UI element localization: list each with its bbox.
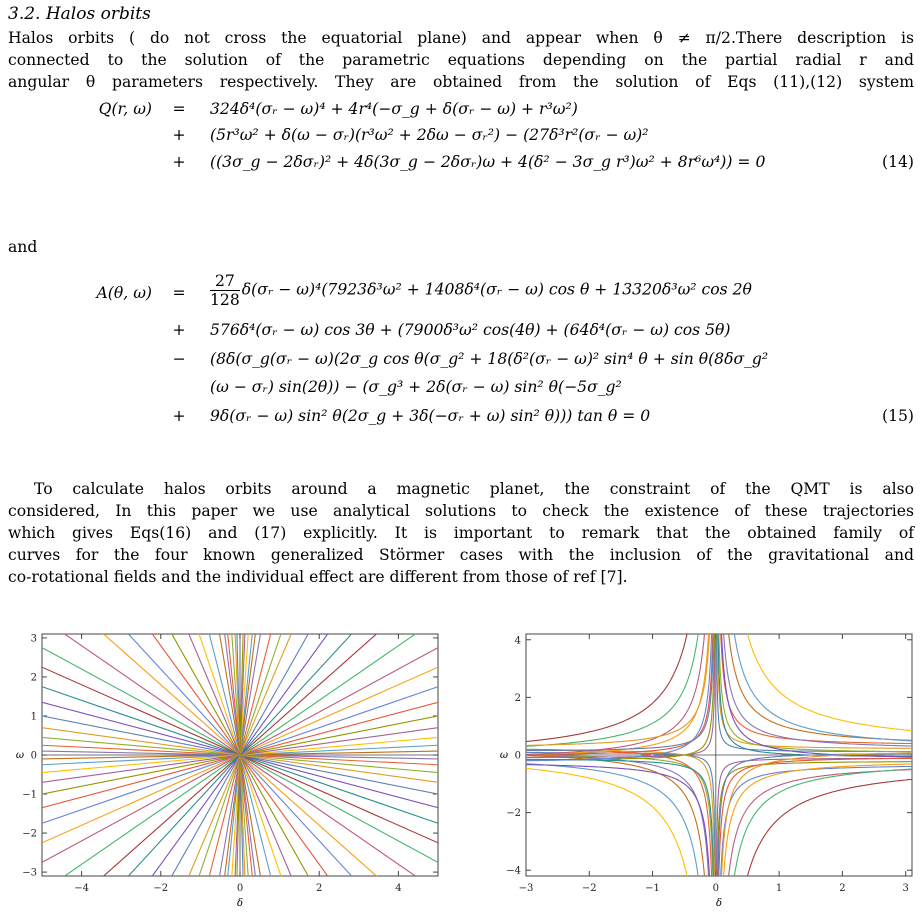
eq15-rhs: δ(σᵣ − ω)⁴(7923δ³ω² + 1408δ⁴(σᵣ − ω) cos θ + 13320δ³ω² cos 2θ bbox=[241, 280, 752, 299]
eq14-op: + bbox=[172, 126, 186, 144]
eq15-frac-num: 27 bbox=[210, 272, 240, 291]
x-tick-label: −3 bbox=[518, 883, 534, 894]
plot-right bbox=[482, 630, 918, 920]
section-title: 3.2. Halos orbits bbox=[8, 4, 151, 24]
body-line: which gives Eqs(16) and (17) explicitly. It is important to remark that the obtained family of bbox=[8, 524, 914, 542]
plot-left bbox=[10, 630, 450, 920]
curve-line bbox=[526, 630, 716, 746]
intro-line: angular θ parameters respectively. They are obtained from the solution of Eqs (11),(12) system bbox=[8, 73, 914, 91]
eq15-rhs-first bbox=[210, 272, 752, 309]
x-tick-label: 0 bbox=[712, 883, 720, 894]
eq14-op: = bbox=[172, 100, 186, 118]
curve-line bbox=[526, 753, 716, 920]
x-tick-label: 3 bbox=[902, 883, 909, 894]
curve-line bbox=[526, 756, 716, 921]
equation-15 bbox=[0, 270, 922, 470]
curve-line bbox=[716, 764, 912, 920]
curve-line bbox=[716, 630, 912, 741]
curve-line bbox=[716, 779, 912, 920]
x-tick-label: 2 bbox=[316, 883, 323, 894]
eq14-rhs: 324δ⁴(σᵣ − ω)⁴ + 4r⁴(−σ_g + δ(σᵣ − ω) + r³ω²) bbox=[210, 100, 578, 118]
eq15-fraction bbox=[210, 272, 240, 309]
y-tick-label: 0 bbox=[514, 750, 521, 762]
curve-line bbox=[526, 630, 716, 742]
y-tick-label: 2 bbox=[514, 692, 521, 704]
curve-line bbox=[716, 630, 912, 757]
y-tick-label: 2 bbox=[30, 672, 37, 684]
eq15-frac-den: 128 bbox=[210, 291, 240, 309]
eq15-op: + bbox=[172, 321, 186, 339]
body-line: co-rotational fields and the individual effect are different from those of ref [7]. bbox=[8, 568, 628, 586]
y-tick-label: −1 bbox=[22, 789, 37, 801]
intro-paragraph bbox=[8, 27, 914, 93]
curve-line bbox=[716, 753, 912, 920]
curve-line bbox=[716, 630, 912, 757]
curve-line bbox=[526, 630, 716, 755]
curve-line bbox=[716, 630, 912, 740]
y-axis-label: ω bbox=[499, 750, 509, 761]
body-paragraph bbox=[8, 478, 914, 588]
y-tick-label: −3 bbox=[22, 867, 37, 879]
eq15-rhs: (8δ(σ_g(σᵣ − ω)(2σ_g cos θ(σ_g² + 18(δ²(σᵣ − ω)² sin⁴ θ + sin θ(8δσ_g² bbox=[210, 350, 769, 368]
eq15-rhs: 9δ(σᵣ − ω) sin² θ(2σ_g + 3δ(−σᵣ + ω) sin² θ))) tan θ = 0 bbox=[210, 407, 651, 425]
and-word: and bbox=[8, 238, 38, 256]
eq15-op: = bbox=[172, 284, 186, 302]
curve-line bbox=[716, 762, 912, 920]
curve-line bbox=[716, 754, 912, 921]
curve-line bbox=[526, 630, 716, 760]
curve-line bbox=[716, 769, 912, 920]
x-tick-label: 2 bbox=[839, 883, 846, 894]
eq15-rhs: (ω − σᵣ) sin(2θ)) − (σ_g³ + 2δ(σᵣ − ω) sin² θ(−5σ_g² bbox=[210, 378, 622, 396]
intro-line: Halos orbits ( do not cross the equatorial plane) and appear when θ ≠ π/2.There description is bbox=[8, 29, 914, 47]
eq15-number: (15) bbox=[881, 407, 914, 425]
curve-line bbox=[716, 770, 912, 920]
curve-line bbox=[526, 630, 716, 755]
eq14-rhs: ((3σ_g − 2δσᵣ)² + 4δ(3σ_g − 2δσᵣ)ω + 4(δ² − 3σ_g r³)ω² + 8r⁶ω⁴)) = 0 bbox=[210, 153, 766, 171]
y-tick-label: −4 bbox=[506, 865, 521, 877]
x-tick-label: 4 bbox=[395, 883, 402, 894]
y-tick-label: 4 bbox=[514, 635, 521, 647]
x-tick-label: 0 bbox=[236, 883, 244, 894]
x-tick-label: −2 bbox=[581, 883, 597, 894]
y-tick-label: 0 bbox=[30, 750, 37, 762]
intro-line: connected to the solution of the parametric equations depending on the partial radial r and bbox=[8, 51, 914, 69]
body-line: considered, In this paper we use analytical solutions to check the existence of these trajectories bbox=[8, 502, 914, 520]
eq14-op: + bbox=[172, 153, 186, 171]
eq14-lhs: Q(r, ω) bbox=[98, 100, 152, 118]
eq15-op: + bbox=[172, 407, 186, 425]
eq14-rhs: (5r³ω² + δ(ω − σᵣ)(r³ω² + 2δω − σᵣ²) − (27δ³r²(σᵣ − ω)² bbox=[210, 126, 649, 144]
body-line: curves for the four known generalized Störmer cases with the inclusion of the gravitational and bbox=[8, 546, 914, 564]
curve-line bbox=[526, 759, 716, 920]
x-tick-label: −4 bbox=[74, 883, 89, 894]
x-axis-label: δ bbox=[236, 898, 244, 909]
curve-line bbox=[526, 630, 716, 755]
y-tick-label: −2 bbox=[22, 828, 37, 840]
y-tick-label: −2 bbox=[506, 808, 521, 820]
curve-line bbox=[716, 630, 912, 731]
curve-line bbox=[716, 630, 912, 748]
eq15-lhs: A(θ, ω) bbox=[96, 284, 152, 302]
curve-line bbox=[526, 630, 716, 751]
body-line: To calculate halos orbits around a magnetic planet, the constraint of the QMT is also bbox=[34, 480, 914, 498]
equation-14 bbox=[0, 100, 922, 190]
eq14-number: (14) bbox=[881, 153, 914, 171]
y-axis-label: ω bbox=[15, 750, 25, 761]
x-axis-label: δ bbox=[715, 898, 723, 909]
y-tick-label: 1 bbox=[30, 711, 37, 723]
x-tick-label: −1 bbox=[645, 883, 660, 894]
curve-line bbox=[716, 630, 912, 744]
x-tick-label: −2 bbox=[153, 883, 169, 894]
eq15-rhs: 576δ⁴(σᵣ − ω) cos 3θ + (7900δ³ω² cos(4θ) + (64δ⁴(σᵣ − ω) cos 5θ) bbox=[210, 321, 731, 339]
eq15-op: − bbox=[172, 350, 186, 368]
curve-line bbox=[526, 756, 716, 921]
curve-line bbox=[526, 768, 716, 920]
x-tick-label: 1 bbox=[775, 883, 783, 894]
y-tick-label: 3 bbox=[30, 633, 37, 645]
curve-line bbox=[526, 756, 716, 921]
